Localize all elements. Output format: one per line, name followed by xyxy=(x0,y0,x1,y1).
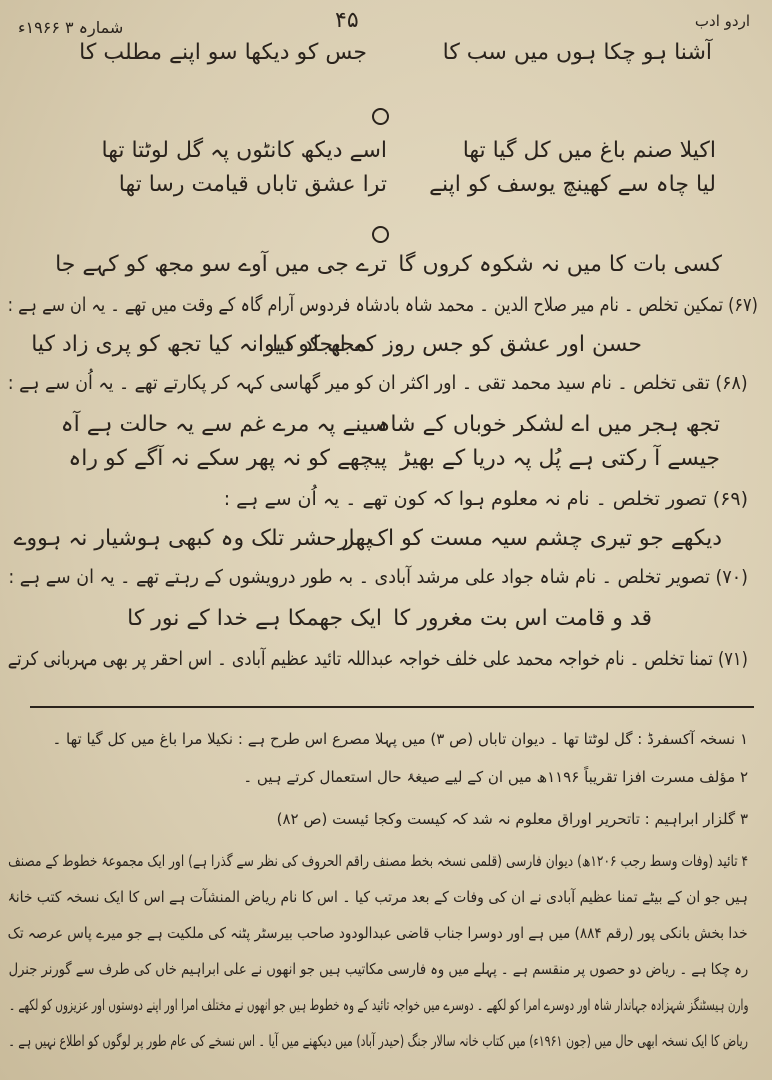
entry-67-verse-right: حسن اور عشق کو جس روز کہ ایجاد کیا xyxy=(272,332,642,357)
verse-1-left: جس کو دیکھا سو اپنے مطلب کا xyxy=(79,40,367,65)
verse-4-right: کسی بات کا میں نہ شکوہ کروں گا xyxy=(398,252,722,277)
footnote-4-line-1: ۴ تائید (وفات وسط رجب ۱۲۰۶ھ) دیوان فارسی (قلمی نسخہ بخط مصنف راقم الحروف کی نظر سے گذرا ہے) اور ایک مجموعۂ خطوط کے مصنف xyxy=(8,852,748,870)
section-circle-2 xyxy=(372,226,389,243)
footnote-2: ۲ مؤلف مسرت افزا تقریباً ۱۱۹۶ھ میں ان کے لیے صیغۂ حال استعمال کرتے ہیں ۔ xyxy=(243,768,748,786)
verse-3-right: لیا چاہ سے کھینچ یوسف کو اپنے xyxy=(429,172,716,197)
entry-68-line-1-left: سینے پہ مرے غم سے یہ حالت ہے آہ xyxy=(60,412,387,437)
footnote-4-line-2: ہیں جو ان کے بیٹے تمنا عظیم آبادی نے ان کی وفات کے بعد مرتب کیا ۔ اس کا نام ریاض المنشآت ہے اس کا ایک نسخہ کتب خانۂ xyxy=(7,888,748,906)
entry-69-verse-right: دیکھے جو تیری چشم سیہ مست کو اک بار xyxy=(337,526,722,551)
entry-70-heading: (۷۰) تصویر تخلص ۔ نام شاہ جواد علی مرشد آبادی ۔ بہ طور درویشوں کے رہتے تھے ۔ یہ ان سے ہے : xyxy=(8,566,748,588)
entry-69-heading: (۶۹) تصور تخلص ۔ نام نہ معلوم ہوا کہ کون تھے ۔ یہ اُن سے ہے : xyxy=(223,488,748,510)
entry-68-heading: (۶۸) تقی تخلص ۔ نام سید محمد تقی ۔ اور اکثر ان کو میر گھاسی کہہ کر پکارتے تھے ۔ یہ اُن سے ہے : xyxy=(8,372,748,394)
entry-70-verse-right: قد و قامت اس بت مغرور کا xyxy=(393,606,652,631)
page-number: ۴۵ xyxy=(335,8,359,33)
footnote-3: ۳ گلزار ابراہیم : تاتحریر اوراق معلوم نہ شد کہ کیست وکجا ئیست (ص ۸۲) xyxy=(276,810,748,828)
verse-2-left: اسے دیکھ کانٹوں پہ گل لوٹتا تھا xyxy=(101,138,387,163)
footnote-divider xyxy=(30,706,754,708)
footnote-4-line-6: ریاض کا ایک نسخہ ابھی حال میں (جون ۱۹۶۱ء) میں کتاب خانہ سالار جنگ (حیدر آباد) میں دیکھنے میں آیا ۔ اس نسخے کی عام طور پر لوگوں کو اطلاع نہیں ہے ۔ xyxy=(8,1032,748,1050)
entry-68-line-2-left: پیچھے کو نہ پھر سکے نہ آگے کو راہ xyxy=(68,446,387,471)
section-circle-1 xyxy=(372,108,389,125)
footnote-4-line-4: رہ چکا ہے ۔ ریاض دو حصوں پر منقسم ہے ۔ پہلے میں وہ فارسی مکاتیب ہیں جو انھوں نے علی ابراہیم خاں کی طرف سے گورنر جنرل xyxy=(8,960,748,978)
entry-67-verse-left: مجھ کو دیوانہ کیا تجھ کو پری زاد کیا xyxy=(31,332,367,357)
entry-68-line-1-right: تجھ ہجر میں اے لشکر خوباں کے شاہ xyxy=(377,412,720,437)
entry-71-heading: (۷۱) تمنا تخلص ۔ نام خواجہ محمد علی خلف خواجہ عبداللہ تائید عظیم آبادی ۔ اس احقر پر بھی مہربانی کرتے xyxy=(7,648,748,670)
issue-label: شمارہ ۳ ۱۹۶۶ء xyxy=(18,18,124,37)
entry-70-verse-left: ایک جھمکا ہے خدا کے نور کا xyxy=(127,606,382,631)
verse-4-left: ترے جی میں آوے سو مجھ کو کہے جا xyxy=(55,252,387,277)
entry-69-verse-left: پھر حشر تلک وہ کبھی ہوشیار نہ ہووے xyxy=(13,526,372,551)
entry-68-line-2-right: جیسے آ رکتی ہے پُل پہ دریا کے بھیڑ xyxy=(399,446,720,471)
entry-67-heading: (۶۷) تمکین تخلص ۔ نام میر صلاح الدین ۔ محمد شاہ بادشاہ فردوس آرام گاہ کے وقت میں تھے ۔ یہ ان سے ہے : xyxy=(7,294,758,316)
footnote-1: ۱ نسخہ آکسفرڈ : گل لوٹتا تھا ۔ دیوان تاباں (ص ۳) میں پہلا مصرع اس طرح ہے : نکیلا مرا باغ میں کل گیا تھا ۔ xyxy=(52,730,748,748)
verse-1-right: آشنا ہو چکا ہوں میں سب کا xyxy=(442,40,712,65)
footnote-4-line-3: خدا بخش بانکی پور (رقم ۸۸۴) میں ہے اور دوسرا جناب قاضی عبدالودود صاحب بیرسٹر پٹنہ کی ملکیت ہے جو میرے پاس عرصہ تک xyxy=(8,924,748,942)
verse-2-right: اکیلا صنم باغ میں کل گیا تھا xyxy=(462,138,716,163)
journal-title: اردو ادب xyxy=(694,12,750,30)
footnote-4-line-5: وارن ہیسٹنگز شہزادہ جہاندار شاہ اور دوسرے امرا کو لکھے ۔ دوسرے میں خواجہ تائید کے وہ خطوط ہیں جو انھوں نے مختلف امرا اور اپنے دوستوں اور عزیزوں کو لکھے ۔ xyxy=(8,996,748,1014)
verse-3-left: ترا عشق تاباں قیامت رسا تھا xyxy=(118,172,387,197)
